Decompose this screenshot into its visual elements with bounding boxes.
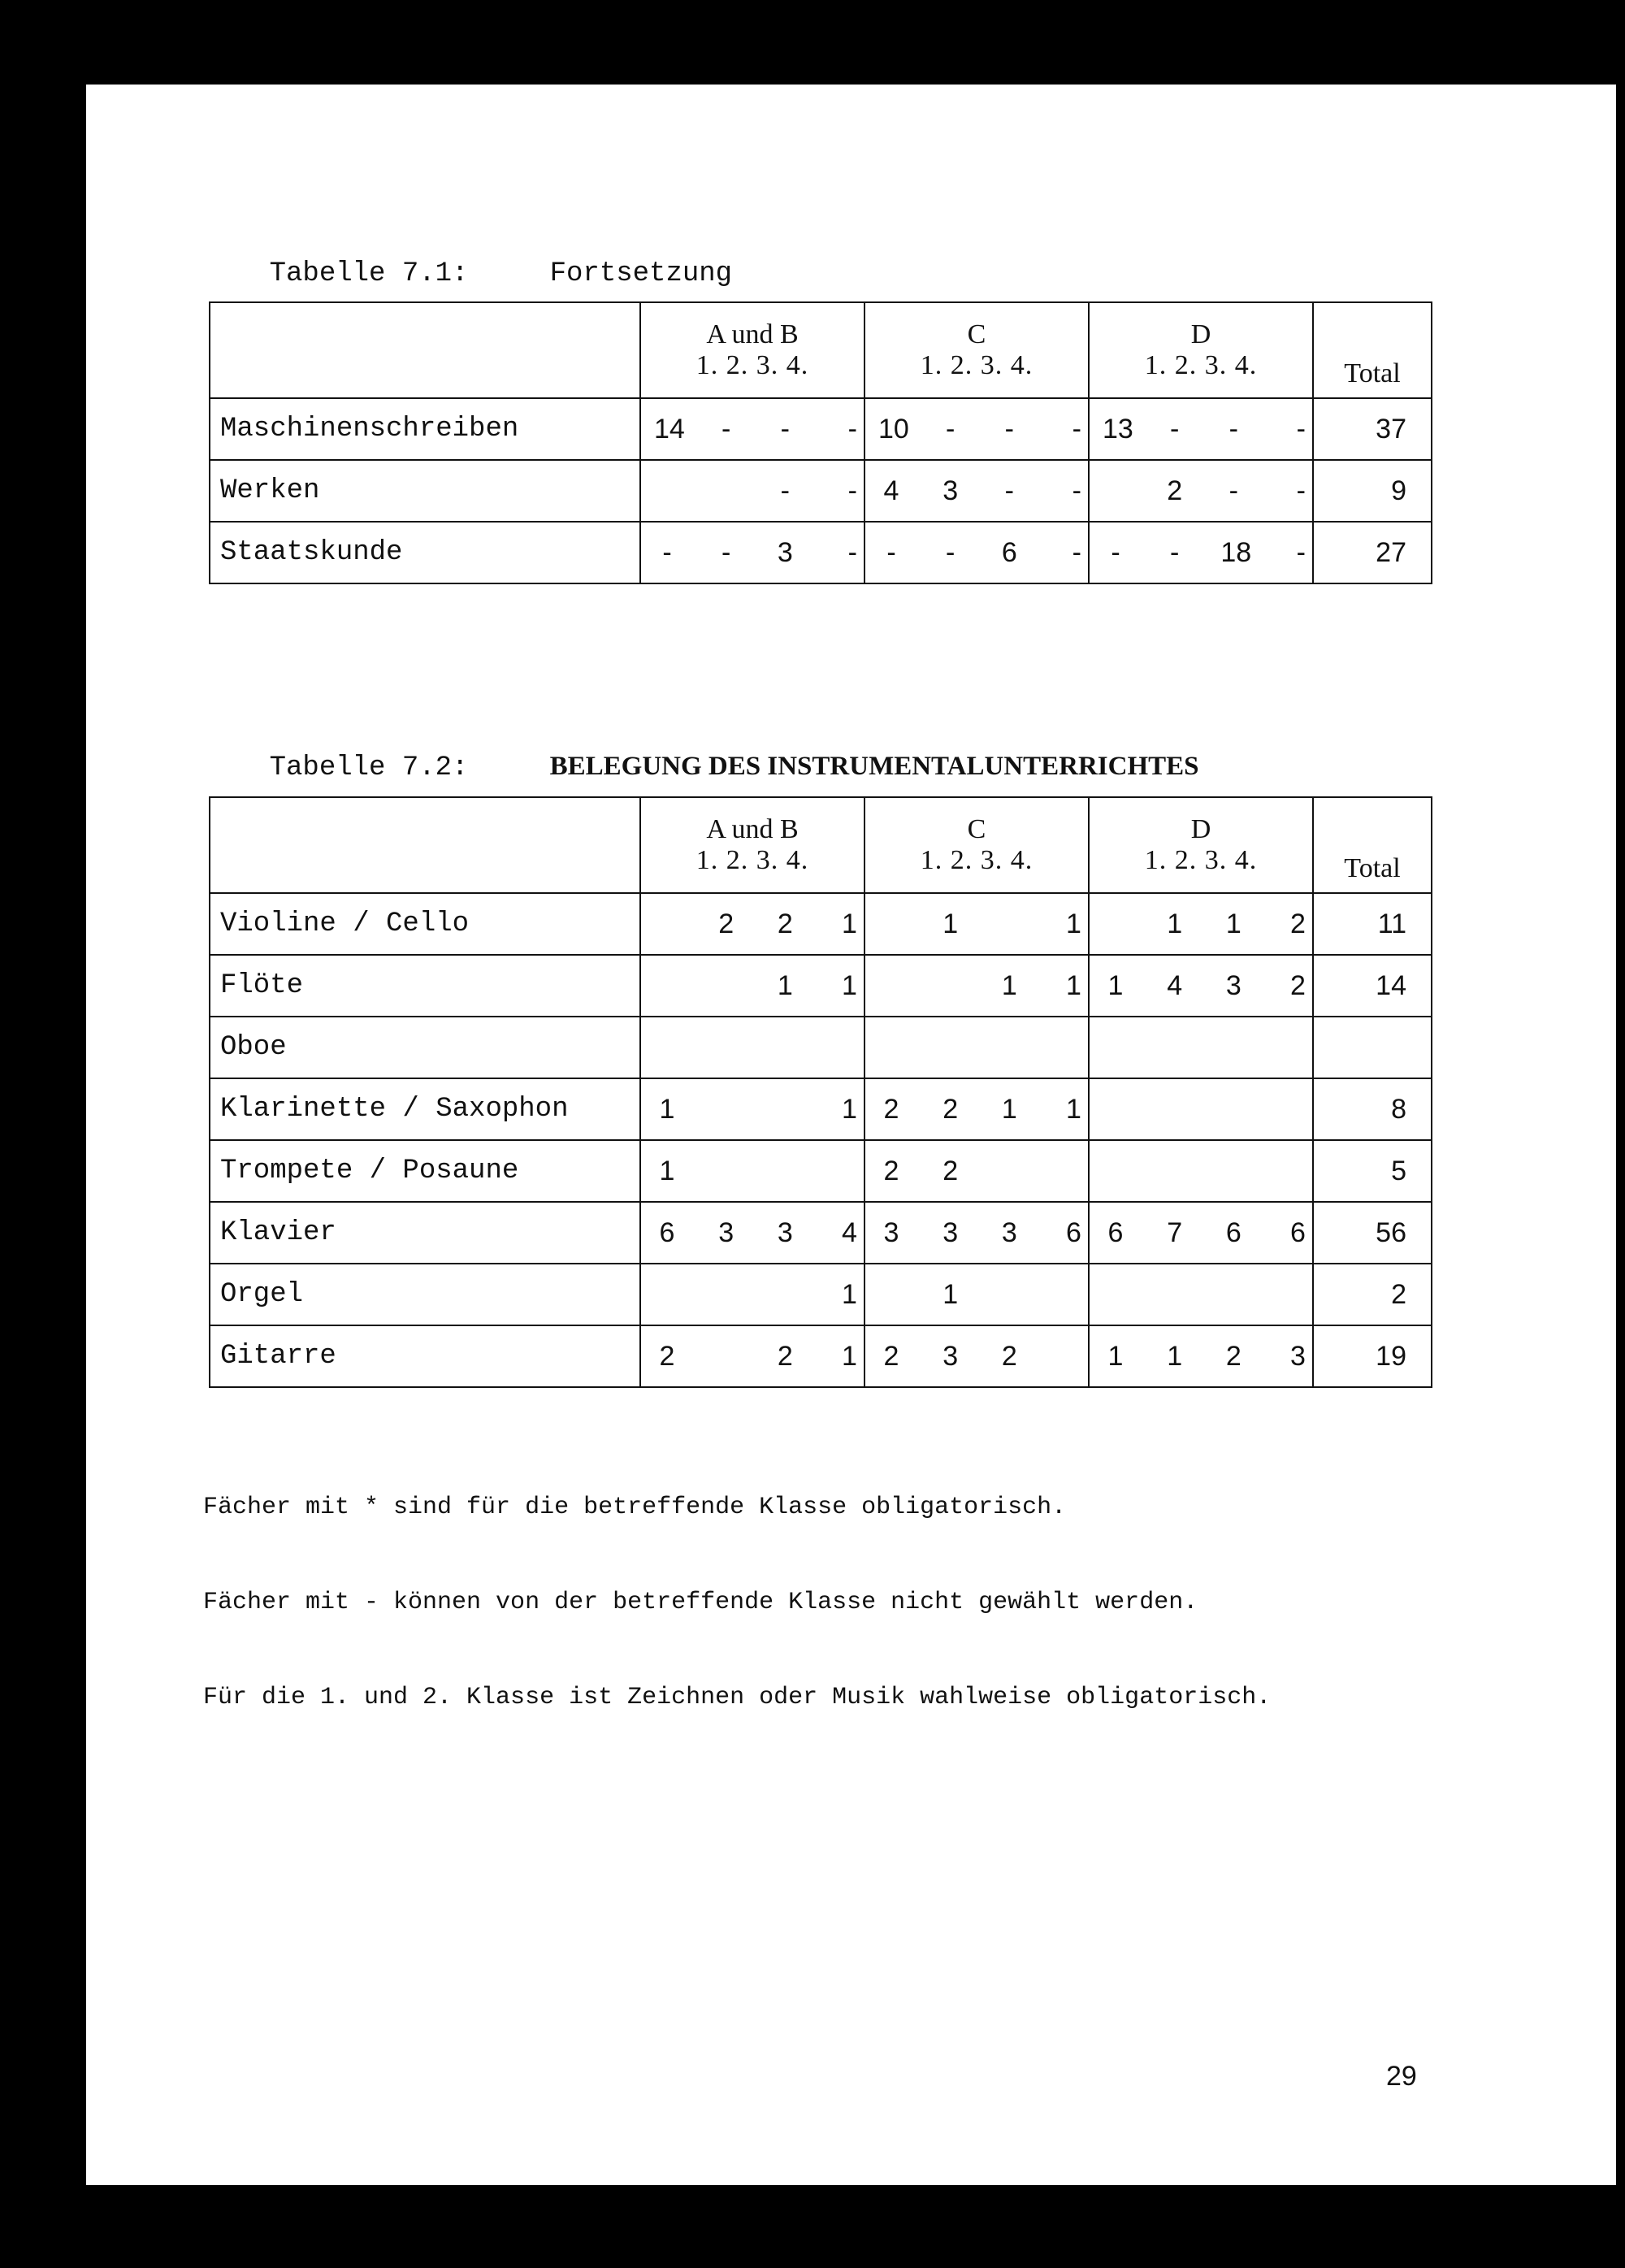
class-value: 2: [1225, 1340, 1242, 1372]
class-value: 6: [1066, 1216, 1081, 1248]
class-value: 1: [1001, 1093, 1017, 1125]
group-name: A und B: [706, 814, 799, 844]
class-value: 18: [1220, 536, 1252, 568]
class-numbers: 1. 2. 3. 4.: [696, 845, 809, 875]
class-value: 1: [1107, 1340, 1124, 1372]
class-value: 1: [659, 1093, 675, 1125]
group-header: [1089, 302, 1313, 398]
class-value: 1: [942, 1278, 959, 1310]
class-value: 13: [1103, 413, 1133, 444]
class-value: 1: [842, 908, 857, 939]
class-value: 2: [1290, 908, 1306, 939]
class-value: 2: [1290, 969, 1306, 1001]
row-label: Flöte: [210, 955, 640, 1017]
class-value: -: [721, 536, 731, 568]
group-cell: [1089, 1078, 1313, 1140]
class-value: 2: [883, 1155, 899, 1186]
row-label: Oboe: [210, 1017, 640, 1078]
row-total: 27: [1313, 522, 1432, 583]
group-cell: [1089, 1264, 1313, 1325]
row-label: Violine / Cello: [210, 893, 640, 955]
table-row: [210, 893, 1432, 955]
class-value: [713, 1094, 739, 1125]
group-cell: [640, 460, 864, 522]
class-value: 1: [777, 969, 793, 1001]
group-cell: [1089, 893, 1313, 955]
class-value: 1: [659, 1155, 675, 1186]
group-header: [864, 797, 1089, 893]
table2-label: Tabelle 7.2:: [269, 752, 469, 783]
row-total: 11: [1313, 893, 1432, 955]
row-total: 14: [1313, 955, 1432, 1017]
class-value: 1: [1225, 908, 1242, 939]
group-header: [864, 302, 1089, 398]
class-value: -: [886, 536, 896, 568]
class-value: [1055, 1156, 1081, 1187]
group-cell: [1089, 1140, 1313, 1202]
group-cell: [864, 1078, 1089, 1140]
table-row: [210, 1017, 1432, 1078]
row-total: 56: [1313, 1202, 1432, 1264]
row-total: 9: [1313, 460, 1432, 522]
group-name: D: [1190, 319, 1211, 349]
class-value: -: [945, 413, 956, 444]
class-value: -: [1228, 413, 1238, 444]
class-value: 1: [1066, 908, 1081, 939]
row-total: [1313, 1017, 1432, 1078]
class-value: -: [1072, 475, 1081, 506]
class-value: 1: [842, 1340, 857, 1372]
class-value: 2: [942, 1093, 959, 1125]
group-cell: [864, 1017, 1089, 1078]
group-name: D: [1190, 814, 1211, 844]
class-value: -: [780, 475, 790, 506]
group-cell: [1089, 1017, 1313, 1078]
header-blank-cell: [210, 797, 640, 893]
class-value: -: [780, 413, 790, 444]
row-total: 5: [1313, 1140, 1432, 1202]
class-value: 2: [659, 1340, 675, 1372]
group-cell: [640, 1325, 864, 1387]
class-value: 1: [842, 969, 857, 1001]
class-value: 1: [1167, 1340, 1183, 1372]
row-total: 2: [1313, 1264, 1432, 1325]
header-row: [210, 797, 1432, 893]
class-value: 1: [1001, 969, 1017, 1001]
class-value: 3: [942, 475, 959, 506]
class-value: 1: [1066, 969, 1081, 1001]
table-row: [210, 1078, 1432, 1140]
group-cell: [1089, 1325, 1313, 1387]
class-numbers: 1. 2. 3. 4.: [1144, 845, 1258, 875]
class-value: 6: [1290, 1216, 1306, 1248]
class-numbers: 1. 2. 3. 4.: [1144, 350, 1258, 380]
class-value: -: [1111, 536, 1120, 568]
table-row: [210, 460, 1432, 522]
row-total: 37: [1313, 398, 1432, 460]
table2-title: BELEGUNG DES INSTRUMENTALUNTERRICHTES: [549, 752, 1199, 781]
class-value: -: [1072, 413, 1081, 444]
class-value: -: [847, 536, 857, 568]
group-header: [640, 797, 864, 893]
total-header: Total: [1313, 797, 1432, 893]
group-header: [1089, 797, 1313, 893]
class-value: [1055, 1279, 1081, 1311]
class-value: 1: [1066, 1093, 1081, 1125]
group-header: [640, 302, 864, 398]
class-value: 2: [883, 1340, 899, 1372]
total-header: Total: [1313, 302, 1432, 398]
document-page: [86, 85, 1616, 2185]
class-value: [1103, 475, 1129, 507]
class-value: 3: [1225, 969, 1242, 1001]
class-value: -: [721, 413, 731, 444]
row-label: Klarinette / Saxophon: [210, 1078, 640, 1140]
footnote: Fächer mit - können von der betreffende Klasse nicht gewählt werden.: [203, 1589, 1198, 1616]
group-cell: [640, 522, 864, 583]
class-value: [654, 970, 680, 1002]
group-cell: [1089, 460, 1313, 522]
group-cell: [1089, 1202, 1313, 1264]
row-label: Orgel: [210, 1264, 640, 1325]
class-value: 1: [1167, 908, 1183, 939]
group-cell: [864, 460, 1089, 522]
class-value: 3: [777, 1216, 793, 1248]
class-value: [878, 970, 904, 1002]
row-label: Trompete / Posaune: [210, 1140, 640, 1202]
class-value: [772, 1279, 798, 1311]
class-numbers: 1. 2. 3. 4.: [920, 350, 1034, 380]
footnote: Fächer mit * sind für die betreffende Klasse obligatorisch.: [203, 1494, 1067, 1521]
group-name: A und B: [706, 319, 799, 349]
class-value: -: [945, 536, 956, 568]
class-value: [831, 1156, 857, 1187]
class-value: [713, 475, 739, 507]
class-value: -: [1072, 536, 1081, 568]
group-cell: [864, 893, 1089, 955]
table-row: [210, 398, 1432, 460]
header-blank-cell: [210, 302, 640, 398]
class-value: [938, 970, 964, 1002]
class-value: 3: [1290, 1340, 1306, 1372]
row-label: Klavier: [210, 1202, 640, 1264]
group-name: C: [967, 319, 986, 349]
row-label: Gitarre: [210, 1325, 640, 1387]
group-cell: [864, 1140, 1089, 1202]
group-cell: [864, 955, 1089, 1017]
class-value: 2: [1001, 1340, 1017, 1372]
page-number: 29: [1386, 2061, 1417, 2092]
row-total: 19: [1313, 1325, 1432, 1387]
row-total: 8: [1313, 1078, 1432, 1140]
class-value: [772, 1156, 798, 1187]
group-name: C: [967, 814, 986, 844]
class-value: 6: [1107, 1216, 1124, 1248]
class-numbers: 1. 2. 3. 4.: [696, 350, 809, 380]
table-row: [210, 1202, 1432, 1264]
class-value: [713, 1279, 739, 1311]
group-cell: [640, 1202, 864, 1264]
class-value: -: [847, 413, 857, 444]
class-value: -: [662, 536, 672, 568]
class-value: [996, 909, 1022, 940]
class-value: 2: [1167, 475, 1183, 506]
class-value: 3: [777, 536, 793, 568]
group-cell: [640, 1264, 864, 1325]
class-value: 6: [1225, 1216, 1242, 1248]
table-row: [210, 1140, 1432, 1202]
class-value: 3: [1001, 1216, 1017, 1248]
class-value: 1: [942, 908, 959, 939]
class-value: 4: [842, 1216, 857, 1248]
table2: [209, 796, 1432, 1388]
header-row: [210, 302, 1432, 398]
class-value: [713, 1156, 739, 1187]
class-value: -: [1296, 475, 1306, 506]
class-value: 2: [883, 1093, 899, 1125]
class-value: 2: [777, 908, 793, 939]
class-value: 4: [1167, 969, 1183, 1001]
group-cell: [864, 1325, 1089, 1387]
class-value: -: [1004, 413, 1014, 444]
class-value: 14: [654, 413, 685, 444]
class-numbers: 1. 2. 3. 4.: [920, 845, 1034, 875]
class-value: -: [1228, 475, 1238, 506]
table-row: [210, 1264, 1432, 1325]
class-value: 3: [883, 1216, 899, 1248]
class-value: [996, 1279, 1022, 1311]
class-value: [654, 475, 680, 507]
group-cell: [640, 955, 864, 1017]
class-value: 3: [942, 1340, 959, 1372]
class-value: 2: [718, 908, 734, 939]
class-value: 6: [659, 1216, 675, 1248]
class-value: [878, 909, 904, 940]
table1: [209, 301, 1432, 584]
class-value: [1055, 1341, 1081, 1373]
class-value: -: [1004, 475, 1014, 506]
footnote: Für die 1. und 2. Klasse ist Zeichnen oder Musik wahlweise obligatorisch.: [203, 1684, 1272, 1711]
group-cell: [864, 1264, 1089, 1325]
class-value: 2: [942, 1155, 959, 1186]
class-value: 7: [1167, 1216, 1183, 1248]
class-value: [713, 1341, 739, 1373]
class-value: [654, 909, 680, 940]
class-value: 6: [1001, 536, 1017, 568]
row-label: Werken: [210, 460, 640, 522]
group-cell: [1089, 955, 1313, 1017]
class-value: [772, 1094, 798, 1125]
class-value: 2: [777, 1340, 793, 1372]
class-value: -: [1169, 536, 1180, 568]
row-label: Maschinenschreiben: [210, 398, 640, 460]
group-cell: [1089, 398, 1313, 460]
group-cell: [640, 398, 864, 460]
group-cell: [864, 1202, 1089, 1264]
table-row: [210, 522, 1432, 583]
class-value: -: [1296, 413, 1306, 444]
class-value: [713, 970, 739, 1002]
footnotes: [203, 1429, 1271, 1777]
group-cell: [640, 1078, 864, 1140]
table-row: [210, 1325, 1432, 1387]
class-value: [996, 1156, 1022, 1187]
class-value: 1: [1107, 969, 1124, 1001]
class-value: 3: [942, 1216, 959, 1248]
class-value: [654, 1279, 680, 1311]
group-cell: [640, 1140, 864, 1202]
class-value: -: [847, 475, 857, 506]
class-value: 1: [842, 1278, 857, 1310]
group-cell: [640, 1017, 864, 1078]
group-cell: [864, 522, 1089, 583]
class-value: [878, 1279, 904, 1311]
table1-label: Tabelle 7.1:: [269, 258, 469, 289]
table-row: [210, 955, 1432, 1017]
group-cell: [864, 398, 1089, 460]
group-cell: [640, 893, 864, 955]
class-value: 1: [842, 1093, 857, 1125]
class-value: 4: [883, 475, 899, 506]
row-label: Staatskunde: [210, 522, 640, 583]
class-value: 10: [878, 413, 909, 444]
table1-title: Fortsetzung: [549, 258, 733, 289]
group-cell: [1089, 522, 1313, 583]
class-value: [1103, 909, 1129, 940]
class-value: -: [1296, 536, 1306, 568]
class-value: 3: [718, 1216, 734, 1248]
class-value: -: [1169, 413, 1180, 444]
